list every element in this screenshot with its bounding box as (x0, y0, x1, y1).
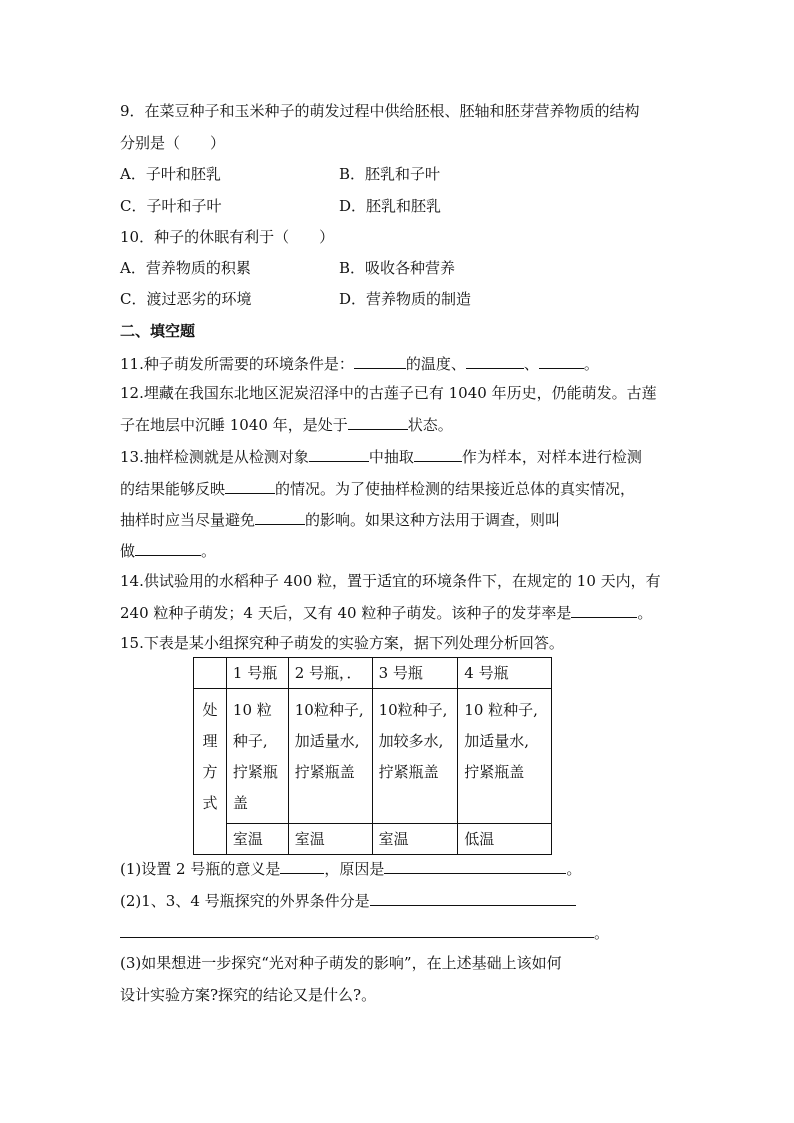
q12-blank (348, 414, 408, 430)
q10-option-c: C．渡过恶劣的环境 (120, 290, 252, 308)
q11-line (120, 353, 599, 374)
q14-line1: 14.供试验用的水稻种子 400 粒，置于适宜的环境条件下，在规定的 10 天内，有 (120, 572, 661, 590)
cell-line: 10 粒 (232, 701, 272, 719)
q9-stem-line1: 9．在菜豆种子和玉米种子的萌发过程中供给胚根、胚轴和胚芽营养物质的结构 (120, 102, 640, 120)
header-cell-bottle-2: 2 号瓶，． (288, 658, 372, 689)
q11-text-4: 。 (583, 355, 599, 373)
q10-option-b: B．吸收各种营养 (339, 259, 456, 277)
q13-blank-1 (309, 446, 369, 462)
cell-line: 10 粒种子, (464, 701, 538, 719)
cell-bottle-1-temp: 室温 (226, 824, 288, 855)
q15-sub2-blank-1 (370, 890, 576, 906)
cell-line: 10粒种子, (294, 701, 364, 719)
cell-line: 种子, (232, 732, 268, 750)
q12-text-2: 状态。 (407, 416, 453, 434)
q13-line3 (120, 509, 560, 530)
cell-line: 10粒种子, (378, 701, 448, 719)
q9-stem-line2: 分别是（ ） (120, 134, 226, 152)
table-row-temperature (194, 824, 552, 855)
q15-sub2-text: (2)1、3、4 号瓶探究的外界条件分是 (120, 892, 370, 910)
q14-line2 (120, 602, 652, 623)
row-label-treatment-method (194, 689, 227, 855)
cell-bottle-2-temp: 室温 (288, 824, 372, 855)
cell-bottle-3-temp: 室温 (372, 824, 458, 855)
cell-line: 拧紧瓶盖 (464, 763, 525, 781)
q13-line4 (120, 540, 216, 561)
q10-option-d: D．营养物质的制造 (339, 290, 472, 308)
q13-line2 (120, 478, 635, 499)
q13-blank-2 (414, 446, 462, 462)
q13-text-8: 做 (120, 542, 136, 560)
q13-text-3: 作为样本，对样本进行检测 (461, 448, 642, 466)
q15-sub2 (120, 890, 576, 911)
q15-sub1-text-2: ，原因是 (324, 860, 385, 878)
row-label-char: 式 (202, 794, 218, 812)
cell-bottle-4-temp: 低温 (458, 824, 552, 855)
q13-blank-5 (135, 540, 201, 556)
cell-line: 加适量水, (464, 732, 530, 750)
q13-blank-3 (225, 478, 275, 494)
cell-line: 拧紧瓶盖 (378, 763, 439, 781)
q12-text-1: 子在地层中沉睡 1040 年，是处于 (120, 416, 348, 434)
cell-line: 加较多水, (378, 732, 444, 750)
q13-line1 (120, 446, 642, 467)
q9-option-b: B．胚乳和子叶 (339, 165, 441, 183)
table-header-row (194, 658, 552, 689)
row-label-char: 理 (202, 732, 218, 750)
cell-line: 拧紧瓶 (232, 763, 278, 781)
cell-bottle-2-treatment (288, 689, 372, 824)
q13-text-7: 的影响。如果这种方法用于调查，则叫 (305, 511, 561, 529)
table-row-treatment (194, 689, 552, 824)
row-label-char: 处 (202, 701, 218, 719)
q15-sub2-blank-2 (120, 922, 594, 938)
q10-option-a: A．营养物质的积累 (120, 259, 251, 277)
q11-text-1: 11.种子萌发所需要的环境条件是： (120, 355, 354, 373)
q11-blank-2 (466, 353, 524, 369)
q15-sub1-blank-1 (280, 858, 324, 874)
q14-text-2: 。 (637, 604, 653, 622)
q15-sub1-text-1: (1)设置 2 号瓶的意义是 (120, 860, 281, 878)
header-cell-bottle-1: 1 号瓶 (226, 658, 288, 689)
cell-line: 盖 (232, 794, 248, 812)
q12-line1: 12.埋藏在我国东北地区泥炭沼泽中的古莲子已有 1040 年历史，仍能萌发。古莲 (120, 384, 657, 402)
header-cell-bottle-4: 4 号瓶 (458, 658, 552, 689)
q11-text-2: 的温度、 (405, 355, 466, 373)
q14-blank (571, 602, 637, 618)
q15-sub3-line2: 设计实验方案?探究的结论又是什么?。 (120, 986, 377, 1004)
q11-text-3: 、 (523, 355, 539, 373)
q9-option-d: D．胚乳和胚乳 (339, 197, 442, 215)
q10-stem: 10．种子的休眠有利于（ ） (120, 228, 335, 246)
q15-sub1-text-3: 。 (566, 860, 582, 878)
q11-blank-1 (354, 353, 406, 369)
header-cell-bottle-3: 3 号瓶 (372, 658, 458, 689)
q15-sub2-end: 。 (594, 924, 610, 942)
header-cell-blank (194, 658, 227, 689)
row-label-char: 方 (202, 763, 218, 781)
section-heading-fill-blank: 二、填空题 (120, 322, 196, 340)
q12-line2 (120, 414, 453, 435)
q13-text-4: 的结果能够反映 (120, 480, 226, 498)
q15-sub1-blank-2 (384, 858, 566, 874)
q13-text-2: 中抽取 (368, 448, 414, 466)
q11-blank-3 (539, 353, 584, 369)
q14-text-1: 240 粒种子萌发；4 天后，又有 40 粒种子萌发。该种子的发芽率是 (120, 604, 572, 622)
q15-sub1 (120, 858, 581, 879)
q15-sub3-line1: (3)如果想进一步探究“光对种子萌发的影响”，在上述基础上该如何 (120, 954, 562, 972)
cell-line: 拧紧瓶盖 (294, 763, 355, 781)
q13-text-9: 。 (201, 542, 217, 560)
q9-option-a: A．子叶和胚乳 (120, 165, 221, 183)
q15-stem: 15.下表是某小组探究种子萌发的实验方案，据下列处理分析回答。 (120, 634, 564, 652)
q13-text-6: 抽样时应当尽量避免 (120, 511, 256, 529)
cell-bottle-3-treatment (372, 689, 458, 824)
q13-blank-4 (255, 509, 305, 525)
experiment-table (193, 657, 552, 855)
cell-line: 加适量水, (294, 732, 360, 750)
q13-text-1: 13.抽样检测就是从检测对象 (120, 448, 309, 466)
cell-bottle-1-treatment (226, 689, 288, 824)
q9-option-c: C．子叶和子叶 (120, 197, 222, 215)
q13-text-5: 的情况。为了使抽样检测的结果接近总体的真实情况， (275, 480, 636, 498)
q15-sub2-continuation (120, 922, 609, 943)
cell-bottle-4-treatment (458, 689, 552, 824)
